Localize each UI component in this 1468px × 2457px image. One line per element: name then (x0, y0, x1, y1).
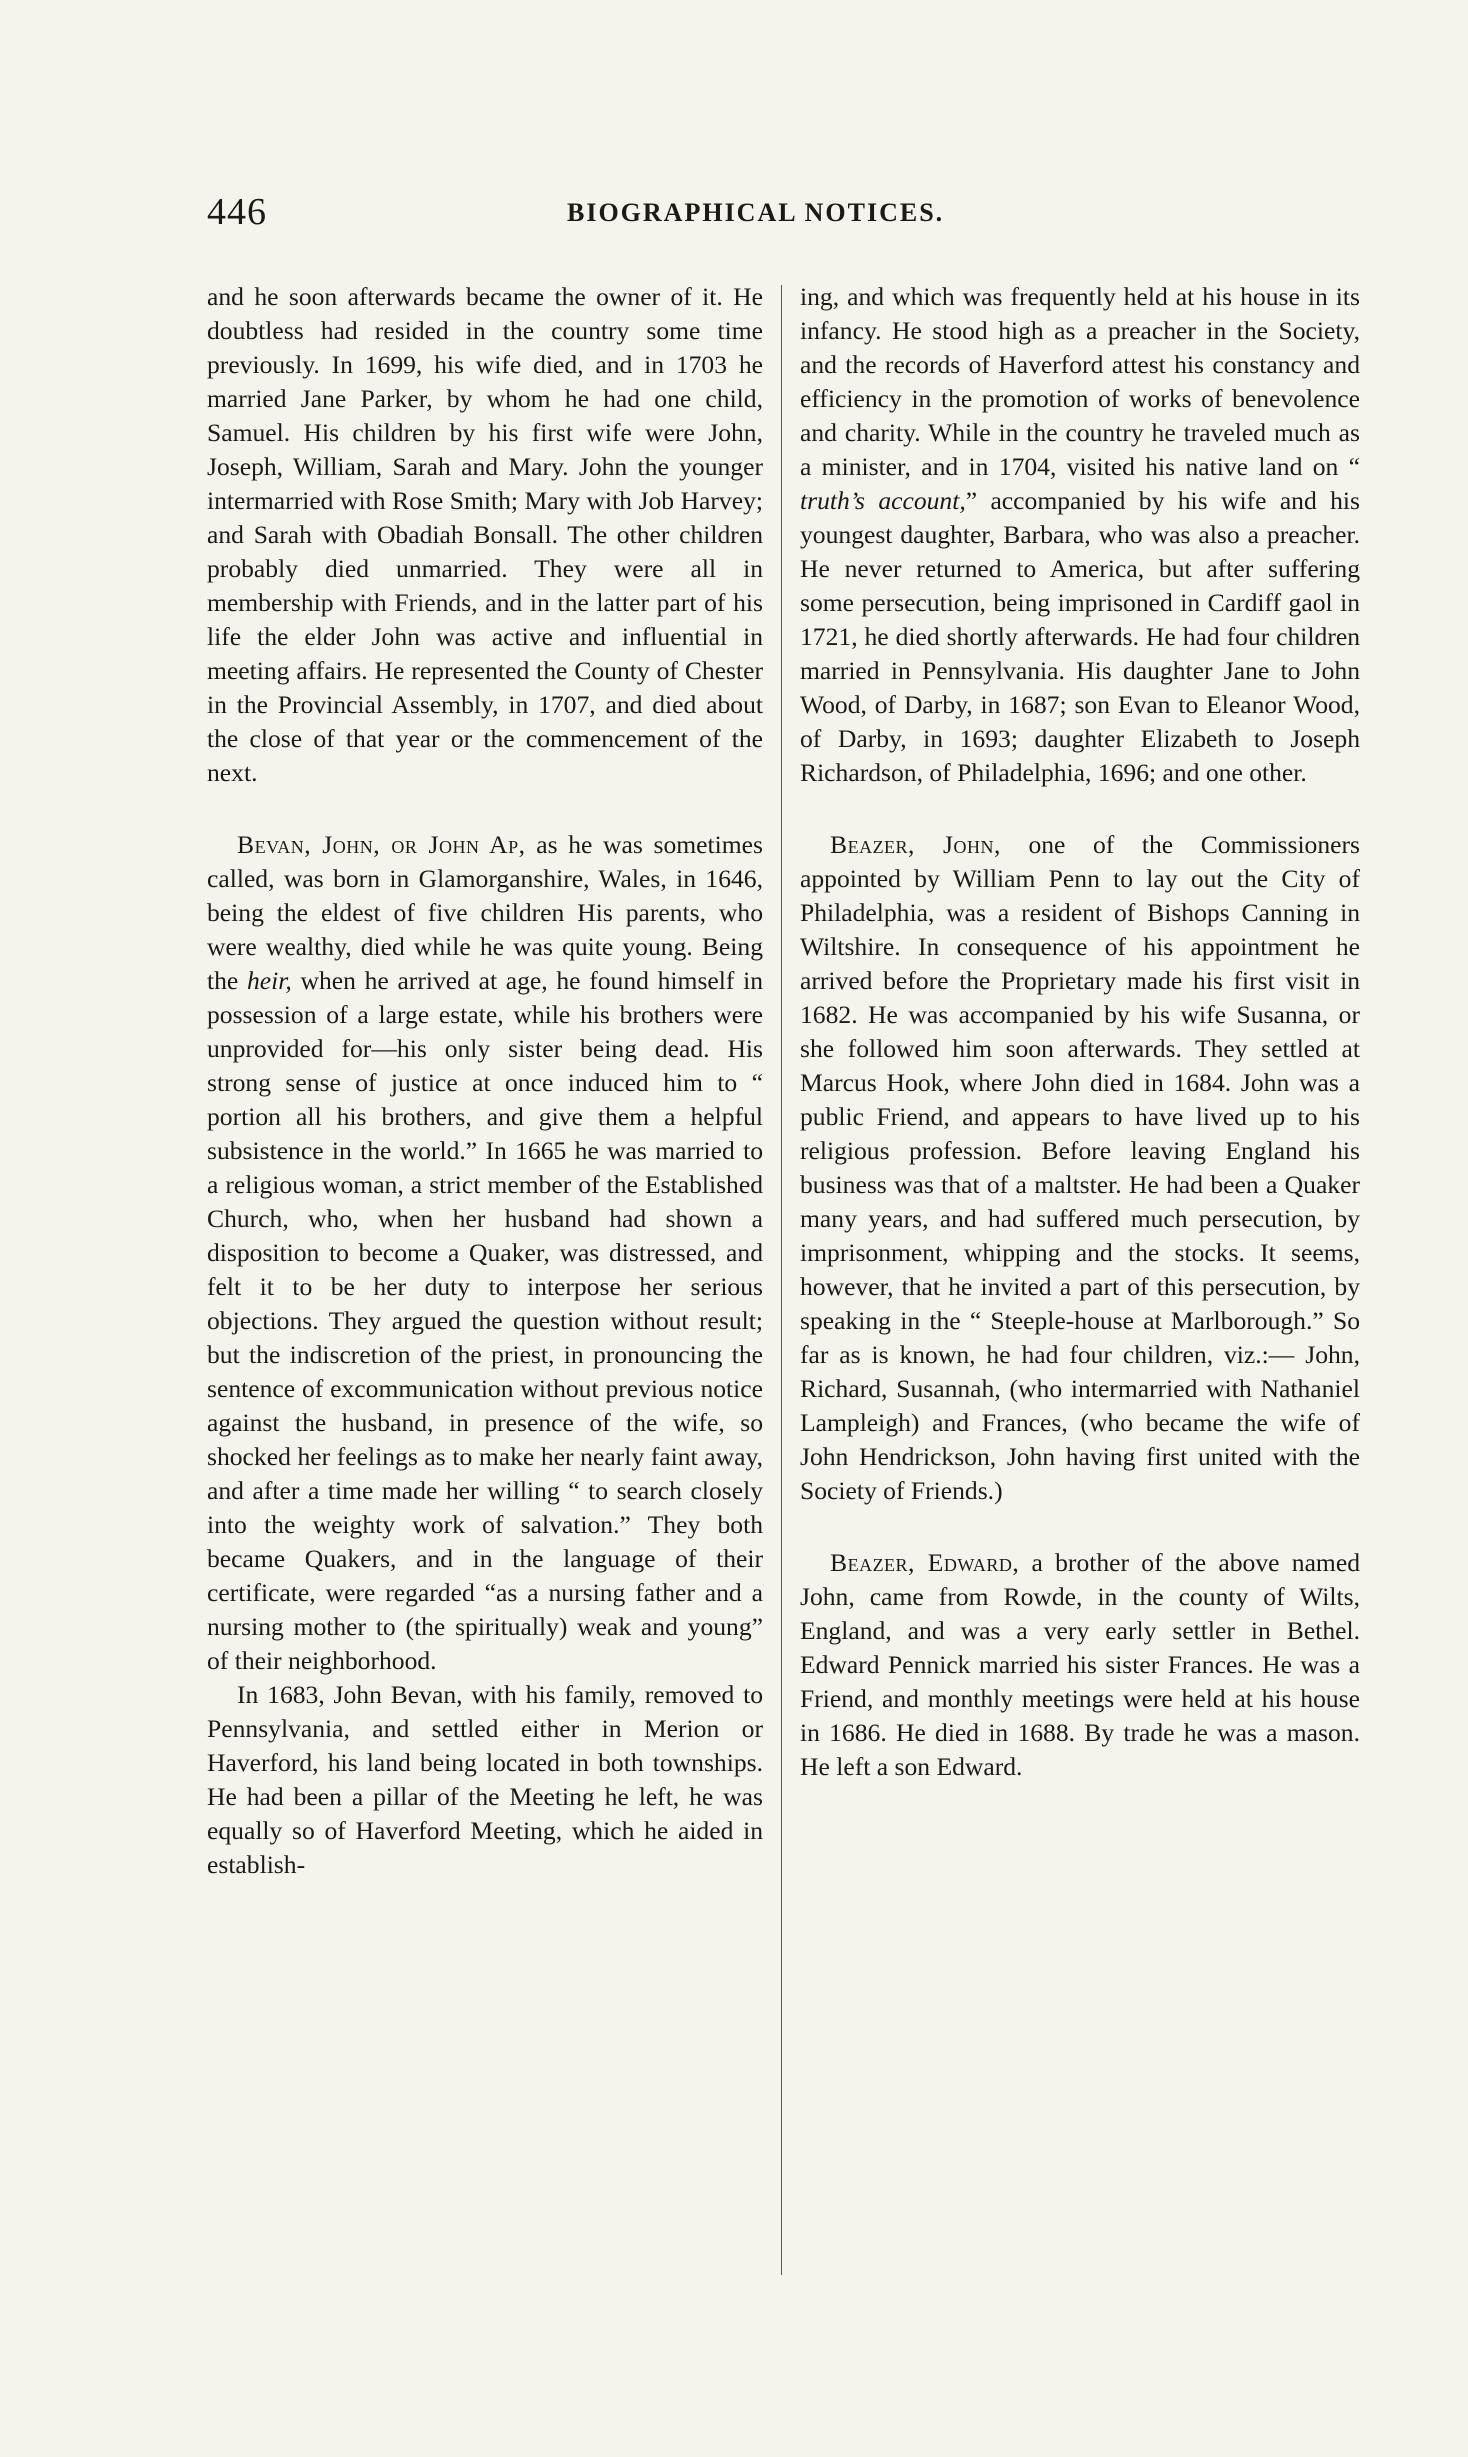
entry-text: ing, and which was frequently held at his house in its infancy. He stood high as a preacher in the Society, and the records of Haverford attest his constancy and efficiency in the promotion of works of benevolence and charity. While in the country he traveled much as a minister, and in 1704, visited his native land on “ (800, 282, 1360, 481)
entry-text-italic: truth’s account, (800, 486, 966, 515)
entry-bevan-continuation (800, 280, 1360, 790)
entry-text: as he was sometimes called, was born in Glamorganshire, Wales, in 1646, being the eldest of five children His parents, who were wealthy, died while he was quite young. Being the (207, 830, 763, 995)
left-column (207, 280, 763, 1882)
entry-bevan-paragraph-2: In 1683, John Bevan, with his family, removed to Pennsylvania, and settled either in Merion or Haverford, his land being located in both townships. He had been a pillar of the Meeting he left, he was equally so of Haverford Meeting, which he aided in establish- (207, 1680, 763, 1879)
continued-entry-paragraph: and he soon afterwards became the owner of it. He doubtless had resided in the country some time previously. In 1699, his wife died, and in 1703 he married Jane Parker, by whom he had one child, Samuel. His children by his first wife were John, Joseph, William, Sarah and Mary. John the younger intermarried with Rose Smith; Mary with Job Harvey; and Sarah with Obadiah Bonsall. The other children probably died unmarried. They were all in membership with Friends, and in the latter part of his life the elder John was active and influential in meeting affairs. He represented the County of Chester in the Provincial Assembly, in 1707, and died about the close of that year or the commencement of the next. (207, 282, 763, 787)
running-head: BIOGRAPHICAL NOTICES. (567, 198, 945, 227)
entry-text-italic: heir, (246, 966, 292, 995)
entry-heading-beazer-john: Beazer, John, (830, 830, 1001, 859)
entry-text: ” accompanied by his wife and his youngest daughter, Barbara, who was also a preacher. He never returned to America, but after suffering some persecution, being imprisoned in Cardiff gaol in 1721, he died shortly afterwards. He had four children married in Pennsylvania. His daughter Jane to John Wood, of Darby, in 1687; son Evan to Eleanor Wood, of Darby, in 1693; daughter Elizabeth to Joseph Richardson, of Philadelphia, 1696; and one other. (800, 486, 1360, 787)
entry-beazer-edward (800, 1546, 1360, 1784)
entry-heading-bevan: Bevan, John, or John Ap, (237, 830, 526, 859)
entry-text: one of the Commissioners appointed by William Penn to lay out the City of Philadelphia, was a resident of Bishops Canning in Wiltshire. In consequence of his appointment he arrived before the Proprietary made his first visit in 1682. He was accompanied by his wife Susanna, or she followed him soon afterwards. They settled at Marcus Hook, where John died in 1684. John was a public Friend, and appears to have lived up to his religious profession. Before leaving England his business was that of a maltster. He had been a Quaker many years, and had suffered much persecution, by imprisonment, whipping and the stocks. It seems, however, that he invited a part of this persecution, by speaking in the “ Steeple-house at Marlborough.” So far as is known, he had four children, viz.:— John, Richard, Susannah, (who intermarried with Nathaniel Lampleigh) and Frances, (who became the wife of John Hendrickson, John having first united with the Society of Friends.) (800, 830, 1360, 1505)
entry-text: a brother of the above named John, came from Rowde, in the county of Wilts, England, and was a very early settler in Bethel. Edward Pennick married his sister Frances. He was a Friend, and monthly meetings were held at his house in 1686. He died in 1688. By trade he was a mason. He left a son Edward. (800, 1548, 1360, 1781)
right-column (800, 280, 1360, 1784)
entry-text: when he arrived at age, he found himself in possession of a large estate, while his brothers were unprovided for—his only sister being dead. His strong sense of justice at once induced him to “ portion all his brothers, and give them a helpful subsistence in the world.” In 1665 he was married to a religious woman, a strict member of the Established Church, who, when her husband had shown a disposition to become a Quaker, was distressed, and felt it to be her duty to interpose her serious objections. They argued the question without result; but the indiscretion of the priest, in pronouncing the sentence of excommunication without previous notice against the husband, in presence of the wife, so shocked her feelings as to make her nearly faint away, and after a time made her willing “ to search closely into the weighty work of salvation.” They both became Quakers, and in the language of their certificate, were regarded “as a nursing father and a nursing mother to (the spiritually) weak and young” of their neighborhood. (207, 966, 764, 1675)
entry-bevan-john (207, 828, 763, 1678)
entry-heading-beazer-edward: Beazer, Edward, (830, 1548, 1020, 1577)
page-number: 446 (207, 191, 267, 233)
page-header (207, 190, 987, 240)
entry-beazer-john (800, 828, 1360, 1508)
column-divider (781, 285, 782, 2275)
